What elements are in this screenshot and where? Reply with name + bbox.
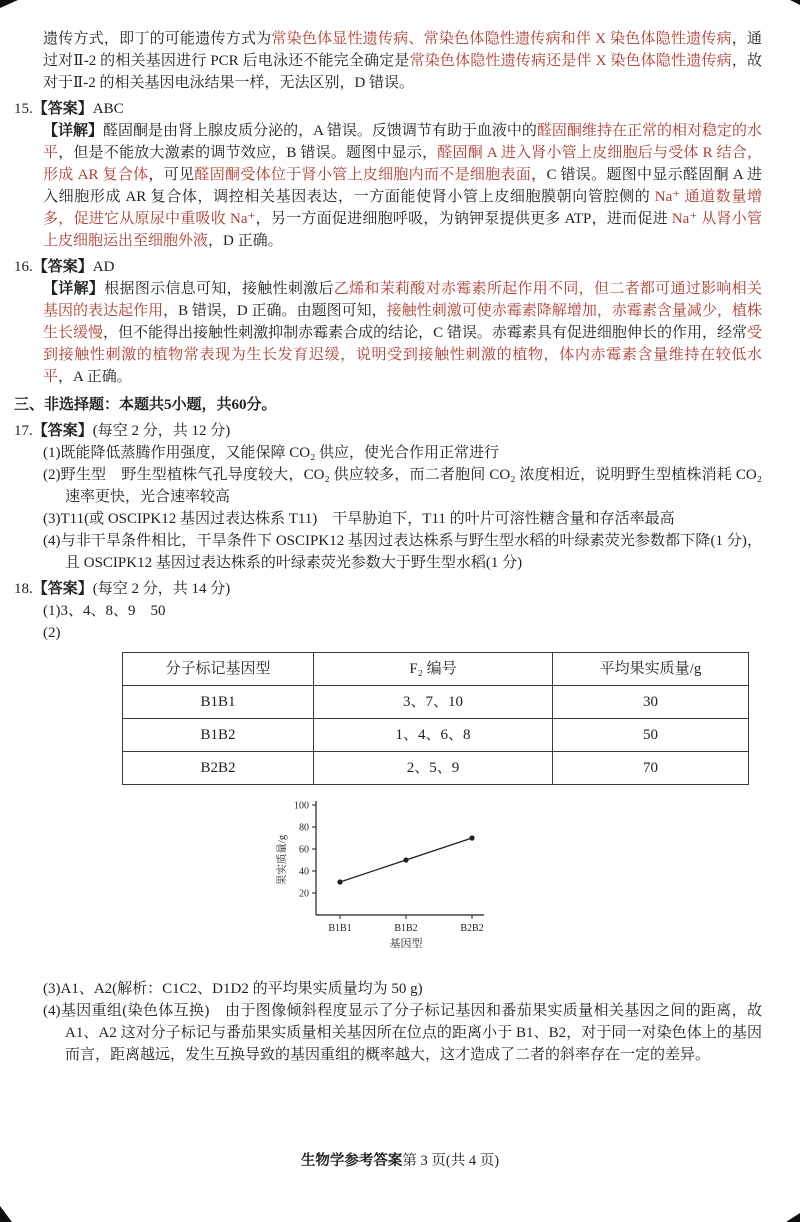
text-run: (3)T11(或 OSCIPK12 基因过表达株系 T11) 干旱胁迫下，T11 的叶片可溶性糖含量和存活率最高 — [43, 511, 675, 527]
fruit-mass-chart — [268, 793, 762, 968]
chart-text: 20 — [299, 888, 309, 900]
line-chart — [268, 793, 520, 961]
item-number: 15. — [14, 101, 33, 117]
label-bold: 【详解】 — [43, 281, 105, 297]
chart-text: 40 — [299, 866, 309, 878]
text-run: 醛固酮受体位于肾小管上皮细胞内而不是细胞表面 — [194, 167, 532, 183]
table-cell: 50 — [553, 719, 749, 752]
table-cell: 70 — [553, 752, 749, 785]
text-run: ，可见 — [148, 167, 195, 183]
text-run: (4)基因重组(染色体互换) 由于图像倾斜程度显示了分子标记基因和番茄果实质量相关基因之间的距离，故 A1、A2 这对分子标记与番茄果实质量相关基因所在位点的距离小于 B1、B2，对于同一对染色体上的基因而言，距离越远，发生互换导致的基因重组的概率越大，这才造成了二者的斜率存在一定的差异。 — [43, 1003, 762, 1063]
paragraph — [43, 278, 762, 388]
text-run: 醛固酮 A 进入肾小管上皮细胞后与受体 R 结合，形成 AR 复合体 — [43, 145, 762, 183]
text-run: 醛固酮是由肾上腺皮质分泌的，A 错误。反馈调节有助于血液中的 — [103, 123, 537, 139]
table-header-cell: 分子标记基因型 — [123, 653, 314, 686]
paragraph — [43, 600, 762, 622]
text-run: ，A 正确。 — [58, 369, 132, 385]
chart-text: B2B2 — [460, 923, 484, 934]
text-run: ，B 错误，D 正确。由题图可知， — [163, 303, 387, 319]
footer-page-number: 第 3 页(共 4 页) — [402, 1153, 500, 1169]
table-header-row — [123, 653, 749, 686]
table-cell: B1B2 — [123, 719, 314, 752]
data-point — [469, 835, 474, 840]
text-run: (3)A1、A2(解析：C1C2、D1D2 的平均果实质量均为 50 g) — [43, 981, 423, 997]
footer-subject-title: 生物学参考答案 — [300, 1153, 403, 1169]
answer-text: (每空 2 分，共 14 分) — [92, 581, 231, 597]
chart-text: 60 — [299, 844, 309, 856]
text-run: (2) — [43, 625, 61, 641]
text-run: ，通过对Ⅱ-2 的相关基因进行 PCR 后电泳还不能完全确定是 — [43, 31, 762, 69]
paragraph — [43, 28, 762, 94]
data-point — [403, 857, 408, 862]
chart-text: 果实质量/g — [277, 834, 288, 886]
table-cell: 3、7、10 — [314, 686, 553, 719]
table-header-cell: F₂ 编号 — [314, 653, 553, 686]
text-run: 醛固酮维持在正常的相对稳定的水平 — [43, 123, 762, 161]
paragraph — [43, 120, 762, 252]
item-number: 18. — [14, 581, 33, 597]
text-run: ，D 正确。 — [208, 233, 283, 249]
answer-text: (每空 2 分，共 12 分) — [92, 423, 231, 439]
answer-item — [14, 256, 762, 278]
text-run: 接触性刺激可使赤霉素降解增加，赤霉素含量减少，植株生长缓慢 — [43, 303, 762, 341]
text-run: 受到接触性刺激的植物常表现为生长发育迟缓，说明受到接触性刺激的植物，体内赤霉素含量维持在较低水平 — [43, 325, 762, 385]
text-run: (2)野生型 野生型植株气孔导度较大，CO₂ 供应较多，而二者胞间 CO₂ 浓度相近，说明野生型植株消耗 CO₂ 速率更快，光合速率较高 — [43, 467, 762, 505]
label-bold: 【详解】 — [43, 123, 104, 139]
text-run: 乙烯和茉莉酸对赤霉素所起作用不同，但二者都可通过影响相关基因的表达起作用 — [43, 281, 762, 319]
scan-artifact-bottom-left — [0, 1206, 12, 1222]
text-run: (4)与非干旱条件相比，干旱条件下 OSCIPK12 基因过表达株系与野生型水稻的叶绿素荧光参数都下降(1 分)，且 OSCIPK12 基因过表达株系的叶绿素荧光参数大于野生型水稻(1 分) — [43, 533, 762, 571]
table-cell: 30 — [553, 686, 749, 719]
data-point — [337, 879, 342, 884]
text-run: ，但不能得出接触性刺激抑制赤霉素合成的结论，C 错误。赤霉素具有促进细胞伸长的作用，经常 — [103, 325, 747, 341]
paragraph — [14, 394, 762, 416]
paragraph — [43, 464, 762, 508]
answer-item — [14, 578, 762, 600]
table-row — [123, 752, 749, 785]
table-cell: 1、4、6、8 — [314, 719, 553, 752]
answer-item — [14, 420, 762, 442]
answer-text: ABC — [92, 101, 124, 117]
answer-label: 【答案】 — [32, 423, 93, 439]
text-run: (1)3、4、8、9 50 — [43, 603, 166, 619]
paragraph — [43, 1000, 762, 1066]
item-number: 17. — [14, 423, 33, 439]
table-header-cell: 平均果实质量/g — [553, 653, 749, 686]
text-run: ，C 错误。题图中显示醛固酮 A 进入细胞形成 AR 复合体，调控相关基因表达，一方面能使肾小管上皮细胞膜朝向管腔侧的 — [43, 167, 762, 205]
answer-label: 【答案】 — [32, 581, 93, 597]
page-footer — [0, 1149, 800, 1170]
label-bold: 三、非选择题：本题共5小题，共60分。 — [14, 397, 277, 413]
genotype-table-wrap — [122, 652, 762, 785]
answer-item — [14, 98, 762, 120]
chart-text: 100 — [294, 800, 309, 812]
paragraph — [43, 978, 762, 1000]
item-number: 16. — [14, 259, 33, 275]
genotype-table — [122, 652, 749, 785]
text-run: Na⁺ 从肾小管上皮细胞运出至细胞外液 — [43, 211, 762, 249]
table-cell: 2、5、9 — [314, 752, 553, 785]
chart-text: B1B2 — [394, 923, 418, 934]
table-cell: B2B2 — [123, 752, 314, 785]
chart-text: B1B1 — [328, 923, 352, 934]
paragraph — [43, 622, 762, 644]
table-row — [123, 719, 749, 752]
answer-label: 【答案】 — [32, 101, 93, 117]
text-run: 常染色体显性遗传病、常染色体隐性遗传病和伴 X 染色体隐性遗传病 — [271, 31, 732, 47]
text-run: 根据图示信息可知，接触性刺激后 — [104, 281, 334, 297]
text-run: (1)既能降低蒸腾作用强度，又能保障 CO₂ 供应，使光合作用正常进行 — [43, 445, 500, 461]
text-run: 遗传方式，即丁的可能遗传方式为 — [43, 31, 272, 47]
answer-label: 【答案】 — [32, 259, 93, 275]
paragraph — [43, 508, 762, 530]
text-run: ，故对于Ⅱ-2 的相关基因电泳结果一样，无法区别，D 错误。 — [43, 53, 762, 91]
paragraph — [43, 530, 762, 574]
chart-text: 80 — [299, 822, 309, 834]
text-run: 常染色体隐性遗传病还是伴 X 染色体隐性遗传病 — [409, 53, 732, 69]
chart-text: 基因型 — [389, 938, 423, 950]
text-run: Na⁺ 通道数量增多，促进它从原尿中重吸收 Na⁺ — [43, 189, 762, 227]
paragraph — [43, 442, 762, 464]
answer-text: AD — [92, 259, 115, 275]
text-run: ，但是不能放大激素的调节效应，B 错误。题图中显示， — [58, 145, 438, 161]
table-cell: B1B1 — [123, 686, 314, 719]
table-row — [123, 686, 749, 719]
scan-artifact-bottom-right — [786, 1213, 800, 1222]
text-run: ，另一方面促进细胞呼吸，为钠钾泵提供更多 ATP，进而促进 — [255, 211, 672, 227]
